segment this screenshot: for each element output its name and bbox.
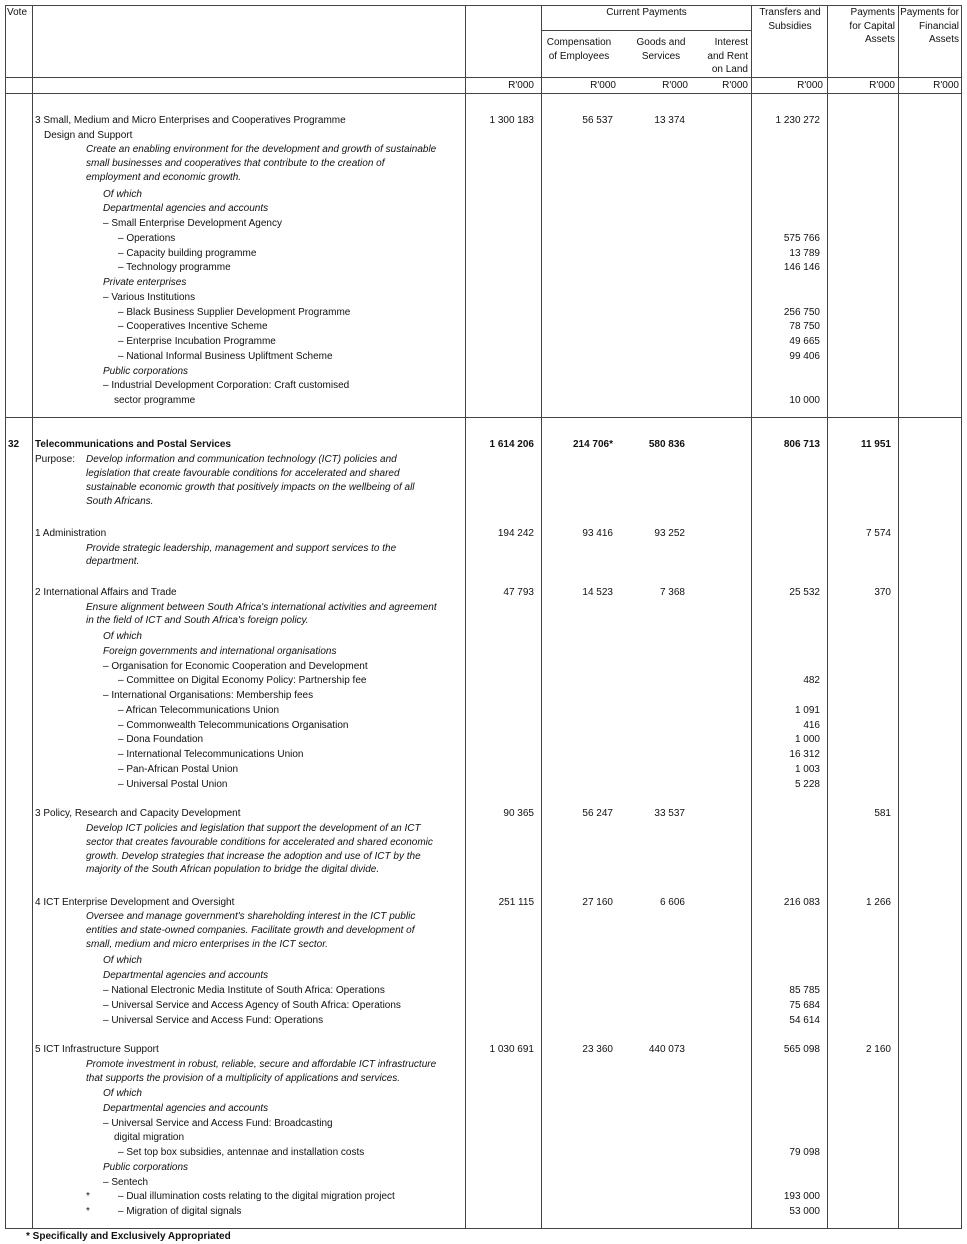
amount-goods: 580 836 <box>648 439 685 450</box>
line-label: that supports the provision of a multiplicity of applications and services. <box>86 1073 401 1084</box>
amount-transfers: 75 684 <box>789 1000 820 1011</box>
current-payments-rule <box>541 30 752 31</box>
header-compensation: Compensation of Employees <box>546 37 612 62</box>
line-label: 2 International Affairs and Trade <box>35 587 177 598</box>
amount-total: 47 793 <box>503 587 534 598</box>
line-label: – Sentech <box>103 1177 149 1188</box>
appropriation-mark: * <box>86 1191 90 1202</box>
header-capital: Payments for Capital Assets <box>849 7 895 45</box>
line-label: Departmental agencies and accounts <box>103 203 269 214</box>
amount-comp: 23 360 <box>582 1044 613 1055</box>
col-rule <box>961 5 962 1228</box>
line-label: legislation that create favourable conditions for accelerated and shared <box>86 468 400 479</box>
line-label: – Capacity building programme <box>118 248 257 259</box>
unit-compensation: R'000 <box>590 80 616 91</box>
amount-capital: 2 160 <box>865 1044 891 1055</box>
line-label: – National Informal Business Upliftment Scheme <box>118 351 333 362</box>
line-label: 4 ICT Enterprise Development and Oversight <box>35 897 235 908</box>
amount-transfers: 216 083 <box>783 897 820 908</box>
line-label: 3 Policy, Research and Capacity Development <box>35 808 241 819</box>
header-current-payments: Current Payments <box>606 7 687 18</box>
line-label: Develop information and communication technology (ICT) policies and <box>86 454 397 465</box>
header-financial: Payments for Financial Assets <box>900 7 959 45</box>
line-label: Purpose: <box>35 454 76 465</box>
amount-total: 1 300 183 <box>489 115 534 126</box>
line-label: – Set top box subsidies, antennae and installation costs <box>118 1147 365 1158</box>
amount-transfers: 25 532 <box>789 587 820 598</box>
amount-transfers: 482 <box>803 675 820 686</box>
line-label: sector that creates favourable conditions for accelerated and shared economic <box>86 837 433 848</box>
amount-vote: 32 <box>8 439 20 450</box>
amount-transfers: 1 003 <box>794 764 820 775</box>
unit-total: R'000 <box>508 80 534 91</box>
line-label: small, medium and micro enterprises in the ICT sector. <box>86 939 328 950</box>
amount-transfers: 13 789 <box>789 248 820 259</box>
line-label: – Universal Service and Access Fund: Operations <box>103 1015 324 1026</box>
amount-transfers: 256 750 <box>783 307 820 318</box>
unit-interest: R'000 <box>722 80 748 91</box>
amount-capital: 370 <box>874 587 891 598</box>
bottom-rule <box>5 1228 962 1229</box>
line-label: South Africans. <box>86 496 154 507</box>
line-label: – Small Enterprise Development Agency <box>103 218 282 229</box>
unit-capital: R'000 <box>869 80 895 91</box>
line-label: – African Telecommunications Union <box>118 705 280 716</box>
line-label: 3 Small, Medium and Micro Enterprises and Cooperatives Programme <box>35 115 346 126</box>
amount-total: 194 242 <box>497 528 534 539</box>
amount-goods: 13 374 <box>654 115 685 126</box>
line-label: Design and Support <box>44 130 133 141</box>
appropriation-mark: * <box>86 1206 90 1217</box>
line-label: – National Electronic Media Institute of South Africa: Operations <box>103 985 385 996</box>
line-label: – Organisation for Economic Cooperation and Development <box>103 661 368 672</box>
unit-rule <box>5 93 962 94</box>
line-label: – Black Business Supplier Development Programme <box>118 307 351 318</box>
line-label: Of which <box>103 189 142 200</box>
line-label: – Universal Service and Access Fund: Broadcasting <box>103 1118 333 1129</box>
col-rule <box>898 5 899 1228</box>
line-label: – Commonwealth Telecommunications Organisation <box>118 720 349 731</box>
amount-capital: 7 574 <box>865 528 891 539</box>
amount-transfers: 5 228 <box>794 779 820 790</box>
header-transfers: Transfers and Subsidies <box>759 7 821 32</box>
amount-transfers: 146 146 <box>783 262 820 273</box>
line-label: sector programme <box>114 395 196 406</box>
amount-comp: 93 416 <box>582 528 613 539</box>
line-label: Oversee and manage government's shareholding interest in the ICT public <box>86 911 416 922</box>
header-interest: Interest and Rent on Land <box>707 37 748 75</box>
line-label: Private enterprises <box>103 277 187 288</box>
line-label: Of which <box>103 955 142 966</box>
line-label: growth. Develop strategies that increase the adoption and use of ICT by the <box>86 851 421 862</box>
amount-total: 1 030 691 <box>489 1044 534 1055</box>
line-label: digital migration <box>114 1132 185 1143</box>
unit-transfers: R'000 <box>797 80 823 91</box>
line-label: Public corporations <box>103 1162 189 1173</box>
amount-transfers: 54 614 <box>789 1015 820 1026</box>
amount-transfers: 1 230 272 <box>775 115 820 126</box>
amount-total: 1 614 206 <box>489 439 534 450</box>
line-label: small businesses and cooperatives that contribute to the creation of <box>86 158 385 169</box>
line-label: – Committee on Digital Economy Policy: Partnership fee <box>118 675 367 686</box>
amount-transfers: 416 <box>803 720 820 731</box>
line-label: – Universal Postal Union <box>118 779 228 790</box>
section-rule <box>5 417 962 418</box>
line-label: – International Telecommunications Union <box>118 749 304 760</box>
line-label: 1 Administration <box>35 528 107 539</box>
line-label: – Pan-African Postal Union <box>118 764 239 775</box>
amount-transfers: 806 713 <box>783 439 820 450</box>
line-label: Promote investment in robust, reliable, secure and affordable ICT infrastructure <box>86 1059 437 1070</box>
col-rule <box>32 5 33 1228</box>
amount-goods: 93 252 <box>654 528 685 539</box>
amount-transfers: 10 000 <box>789 395 820 406</box>
amount-total: 251 115 <box>498 897 534 908</box>
amount-goods: 7 368 <box>659 587 685 598</box>
amount-transfers: 85 785 <box>789 985 820 996</box>
line-label: – Cooperatives Incentive Scheme <box>118 321 268 332</box>
line-label: Foreign governments and international organisations <box>103 646 337 657</box>
line-label: majority of the South African population to bridge the digital divide. <box>86 864 380 875</box>
line-label: sustainable economic growth that positively impacts on the wellbeing of all <box>86 482 415 493</box>
amount-capital: 11 951 <box>860 439 891 450</box>
line-label: department. <box>86 556 140 567</box>
line-label: entities and state-owned companies. Facilitate growth and development of <box>86 925 415 936</box>
line-label: Departmental agencies and accounts <box>103 1103 269 1114</box>
line-label: – Dual illumination costs relating to the digital migration project <box>118 1191 395 1202</box>
amount-transfers: 193 000 <box>783 1191 820 1202</box>
amount-capital: 1 266 <box>865 897 891 908</box>
amount-transfers: 99 406 <box>789 351 820 362</box>
amount-transfers: 575 766 <box>783 233 820 244</box>
amount-goods: 6 606 <box>659 897 685 908</box>
amount-goods: 440 073 <box>648 1044 685 1055</box>
header-goods: Goods and Services <box>636 37 686 62</box>
line-label: – Dona Foundation <box>118 734 204 745</box>
line-label: – Universal Service and Access Agency of South Africa: Operations <box>103 1000 401 1011</box>
line-label: – Industrial Development Corporation: Craft customised <box>103 380 350 391</box>
amount-transfers: 565 098 <box>783 1044 820 1055</box>
line-label: Of which <box>103 1088 142 1099</box>
line-label: Ensure alignment between South Africa's international activities and agreement <box>86 602 437 613</box>
amount-total: 90 365 <box>503 808 534 819</box>
amount-comp: 27 160 <box>582 897 613 908</box>
header-vote: Vote <box>7 7 28 18</box>
amount-transfers: 79 098 <box>789 1147 820 1158</box>
amount-capital: 581 <box>874 808 891 819</box>
amount-transfers: 78 750 <box>789 321 820 332</box>
line-label: – Operations <box>118 233 176 244</box>
line-label: Departmental agencies and accounts <box>103 970 269 981</box>
line-label: – Various Institutions <box>103 292 196 303</box>
line-label: Of which <box>103 631 142 642</box>
amount-transfers: 16 312 <box>789 749 820 760</box>
line-label: Public corporations <box>103 366 189 377</box>
amount-comp: 214 706* <box>572 439 613 450</box>
line-label: – Migration of digital signals <box>118 1206 242 1217</box>
amount-transfers: 1 000 <box>794 734 820 745</box>
line-label: Provide strategic leadership, management and support services to the <box>86 543 397 554</box>
amount-transfers: 1 091 <box>794 705 820 716</box>
col-rule <box>5 5 6 1228</box>
amount-comp: 56 247 <box>582 808 613 819</box>
line-label: Create an enabling environment for the development and growth of sustainable <box>86 144 437 155</box>
line-label: Develop ICT policies and legislation that support the development of an ICT <box>86 823 421 834</box>
header-rule <box>5 77 962 78</box>
line-label: – Enterprise Incubation Programme <box>118 336 276 347</box>
footnote: * Specifically and Exclusively Appropriated <box>26 1231 231 1242</box>
line-label: employment and economic growth. <box>86 172 242 183</box>
unit-goods: R'000 <box>662 80 688 91</box>
line-label: – Technology programme <box>118 262 231 273</box>
line-label: 5 ICT Infrastructure Support <box>35 1044 159 1055</box>
line-label: Telecommunications and Postal Services <box>35 439 231 450</box>
amount-comp: 56 537 <box>582 115 613 126</box>
line-label: in the field of ICT and South Africa's foreign policy. <box>86 615 309 626</box>
amount-transfers: 49 665 <box>789 336 820 347</box>
unit-financial: R'000 <box>933 80 959 91</box>
amount-goods: 33 537 <box>654 808 685 819</box>
amount-comp: 14 523 <box>582 587 613 598</box>
line-label: – International Organisations: Membership fees <box>103 690 314 701</box>
amount-transfers: 53 000 <box>789 1206 820 1217</box>
